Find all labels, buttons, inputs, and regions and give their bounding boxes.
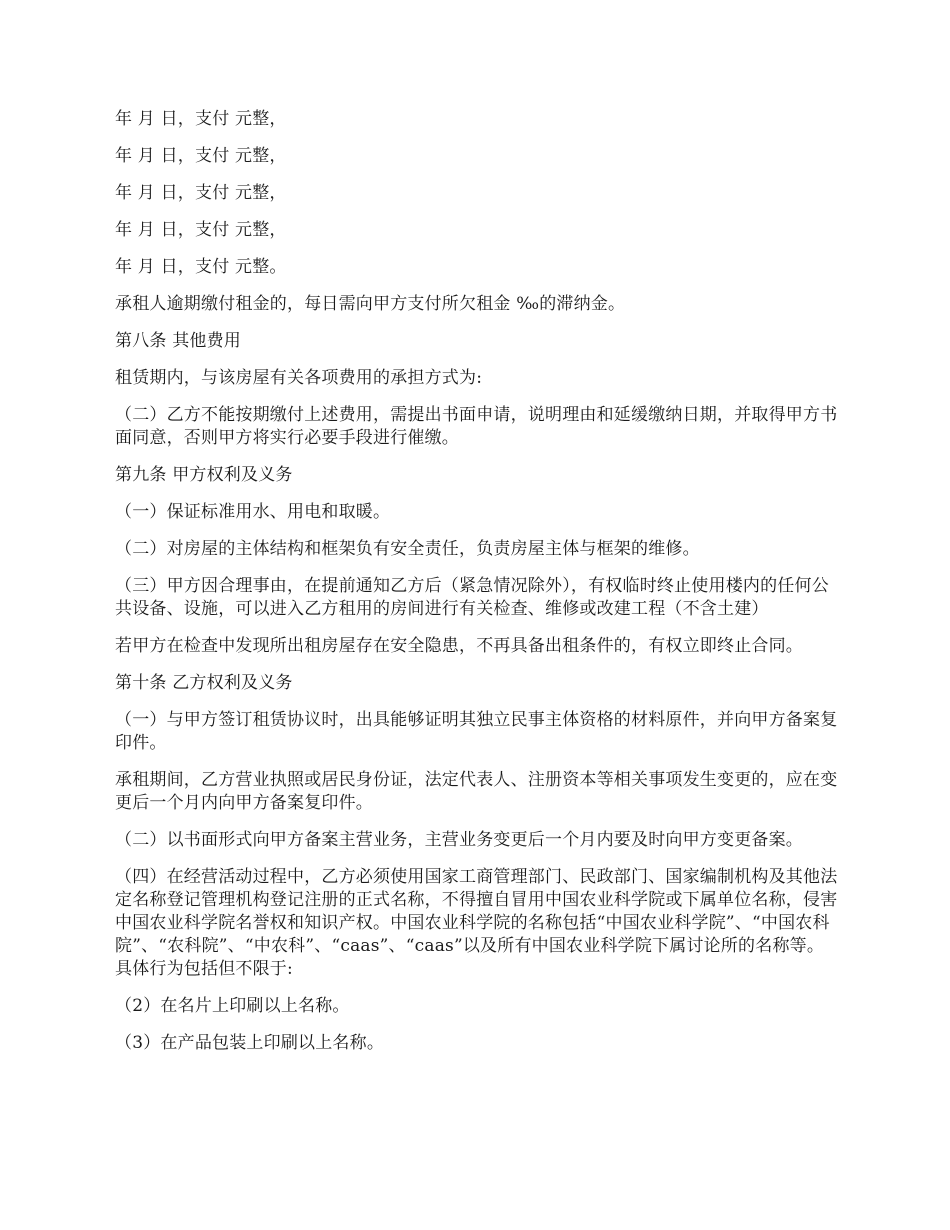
article-10-subitem-3: （3）在产品包装上印刷以上名称。 bbox=[115, 1033, 385, 1053]
document-page bbox=[115, 108, 840, 1069]
article-9-heading: 第九条 甲方权利及义务 bbox=[115, 465, 293, 485]
article-10-item-1: （一）与甲方签订租赁协议时，出具能够证明其独立民事主体资格的材料原件，并向甲方备案复印件。 bbox=[115, 710, 838, 753]
article-9-item-2: （二）对房屋的主体结构和框架负有安全责任，负责房屋主体与框架的维修。 bbox=[115, 539, 700, 559]
payment-line-1: 年 月 日，支付 元整， bbox=[115, 109, 287, 129]
article-10-change-notice: 承租期间，乙方营业执照或居民身份证，法定代表人、注册资本等相关事项发生变更的，应在变更后一个月内向甲方备案复印件。 bbox=[115, 770, 838, 813]
article-10-item-2: （二）以书面形式向甲方备案主营业务，主营业务变更后一个月内要及时向甲方变更备案。 bbox=[115, 830, 803, 850]
late-fee-paragraph: 承租人逾期缴付租金的，每日需向甲方支付所欠租金 ‰的滞纳金。 bbox=[115, 294, 626, 314]
payment-line-4: 年 月 日，支付 元整， bbox=[115, 220, 287, 240]
article-10-subitem-2: （2）在名片上印刷以上名称。 bbox=[115, 996, 350, 1016]
payment-line-2: 年 月 日，支付 元整， bbox=[115, 146, 287, 166]
article-8-item-2: （二）乙方不能按期缴付上述费用，需提出书面申请，说明理由和延缓缴纳日期，并取得甲方书面同意，否则甲方将实行必要手段进行催缴。 bbox=[115, 405, 838, 448]
article-9-item-3: （三）甲方因合理事由，在提前通知乙方后（紧急情况除外），有权临时终止使用楼内的任何公共设备、设施，可以进入乙方租用的房间进行有关检查、维修或改建工程（不含土建） bbox=[115, 576, 829, 619]
article-10-item-4: （四）在经营活动过程中，乙方必须使用国家工商管理部门、民政部门、国家编制机构及其他法定名称登记管理机构登记注册的正式名称，不得擅自冒用中国农业科学院或下属单位名称，侵害中国农业科学院名誉权和知识产权。中国农业科学院的名称包括“中国农业科学院”、“中国农科院”、“农科院”、“中农科”、“caas”、“caas”以及所有中国农业科学院下属讨论所的名称等。具体行为包括但不限于: bbox=[115, 867, 838, 979]
article-9-termination: 若甲方在检查中发现所出租房屋存在安全隐患，不再具备出租条件的，有权立即终止合同。 bbox=[115, 636, 803, 656]
article-8-heading: 第八条 其他费用 bbox=[115, 331, 242, 351]
payment-line-3: 年 月 日，支付 元整， bbox=[115, 183, 287, 203]
article-9-item-1: （一）保证标准用水、用电和取暖。 bbox=[115, 502, 391, 522]
payment-line-5: 年 月 日，支付 元整。 bbox=[115, 257, 287, 277]
article-10-heading: 第十条 乙方权利及义务 bbox=[115, 673, 293, 693]
article-8-intro: 租赁期内，与该房屋有关各项费用的承担方式为: bbox=[115, 368, 483, 388]
